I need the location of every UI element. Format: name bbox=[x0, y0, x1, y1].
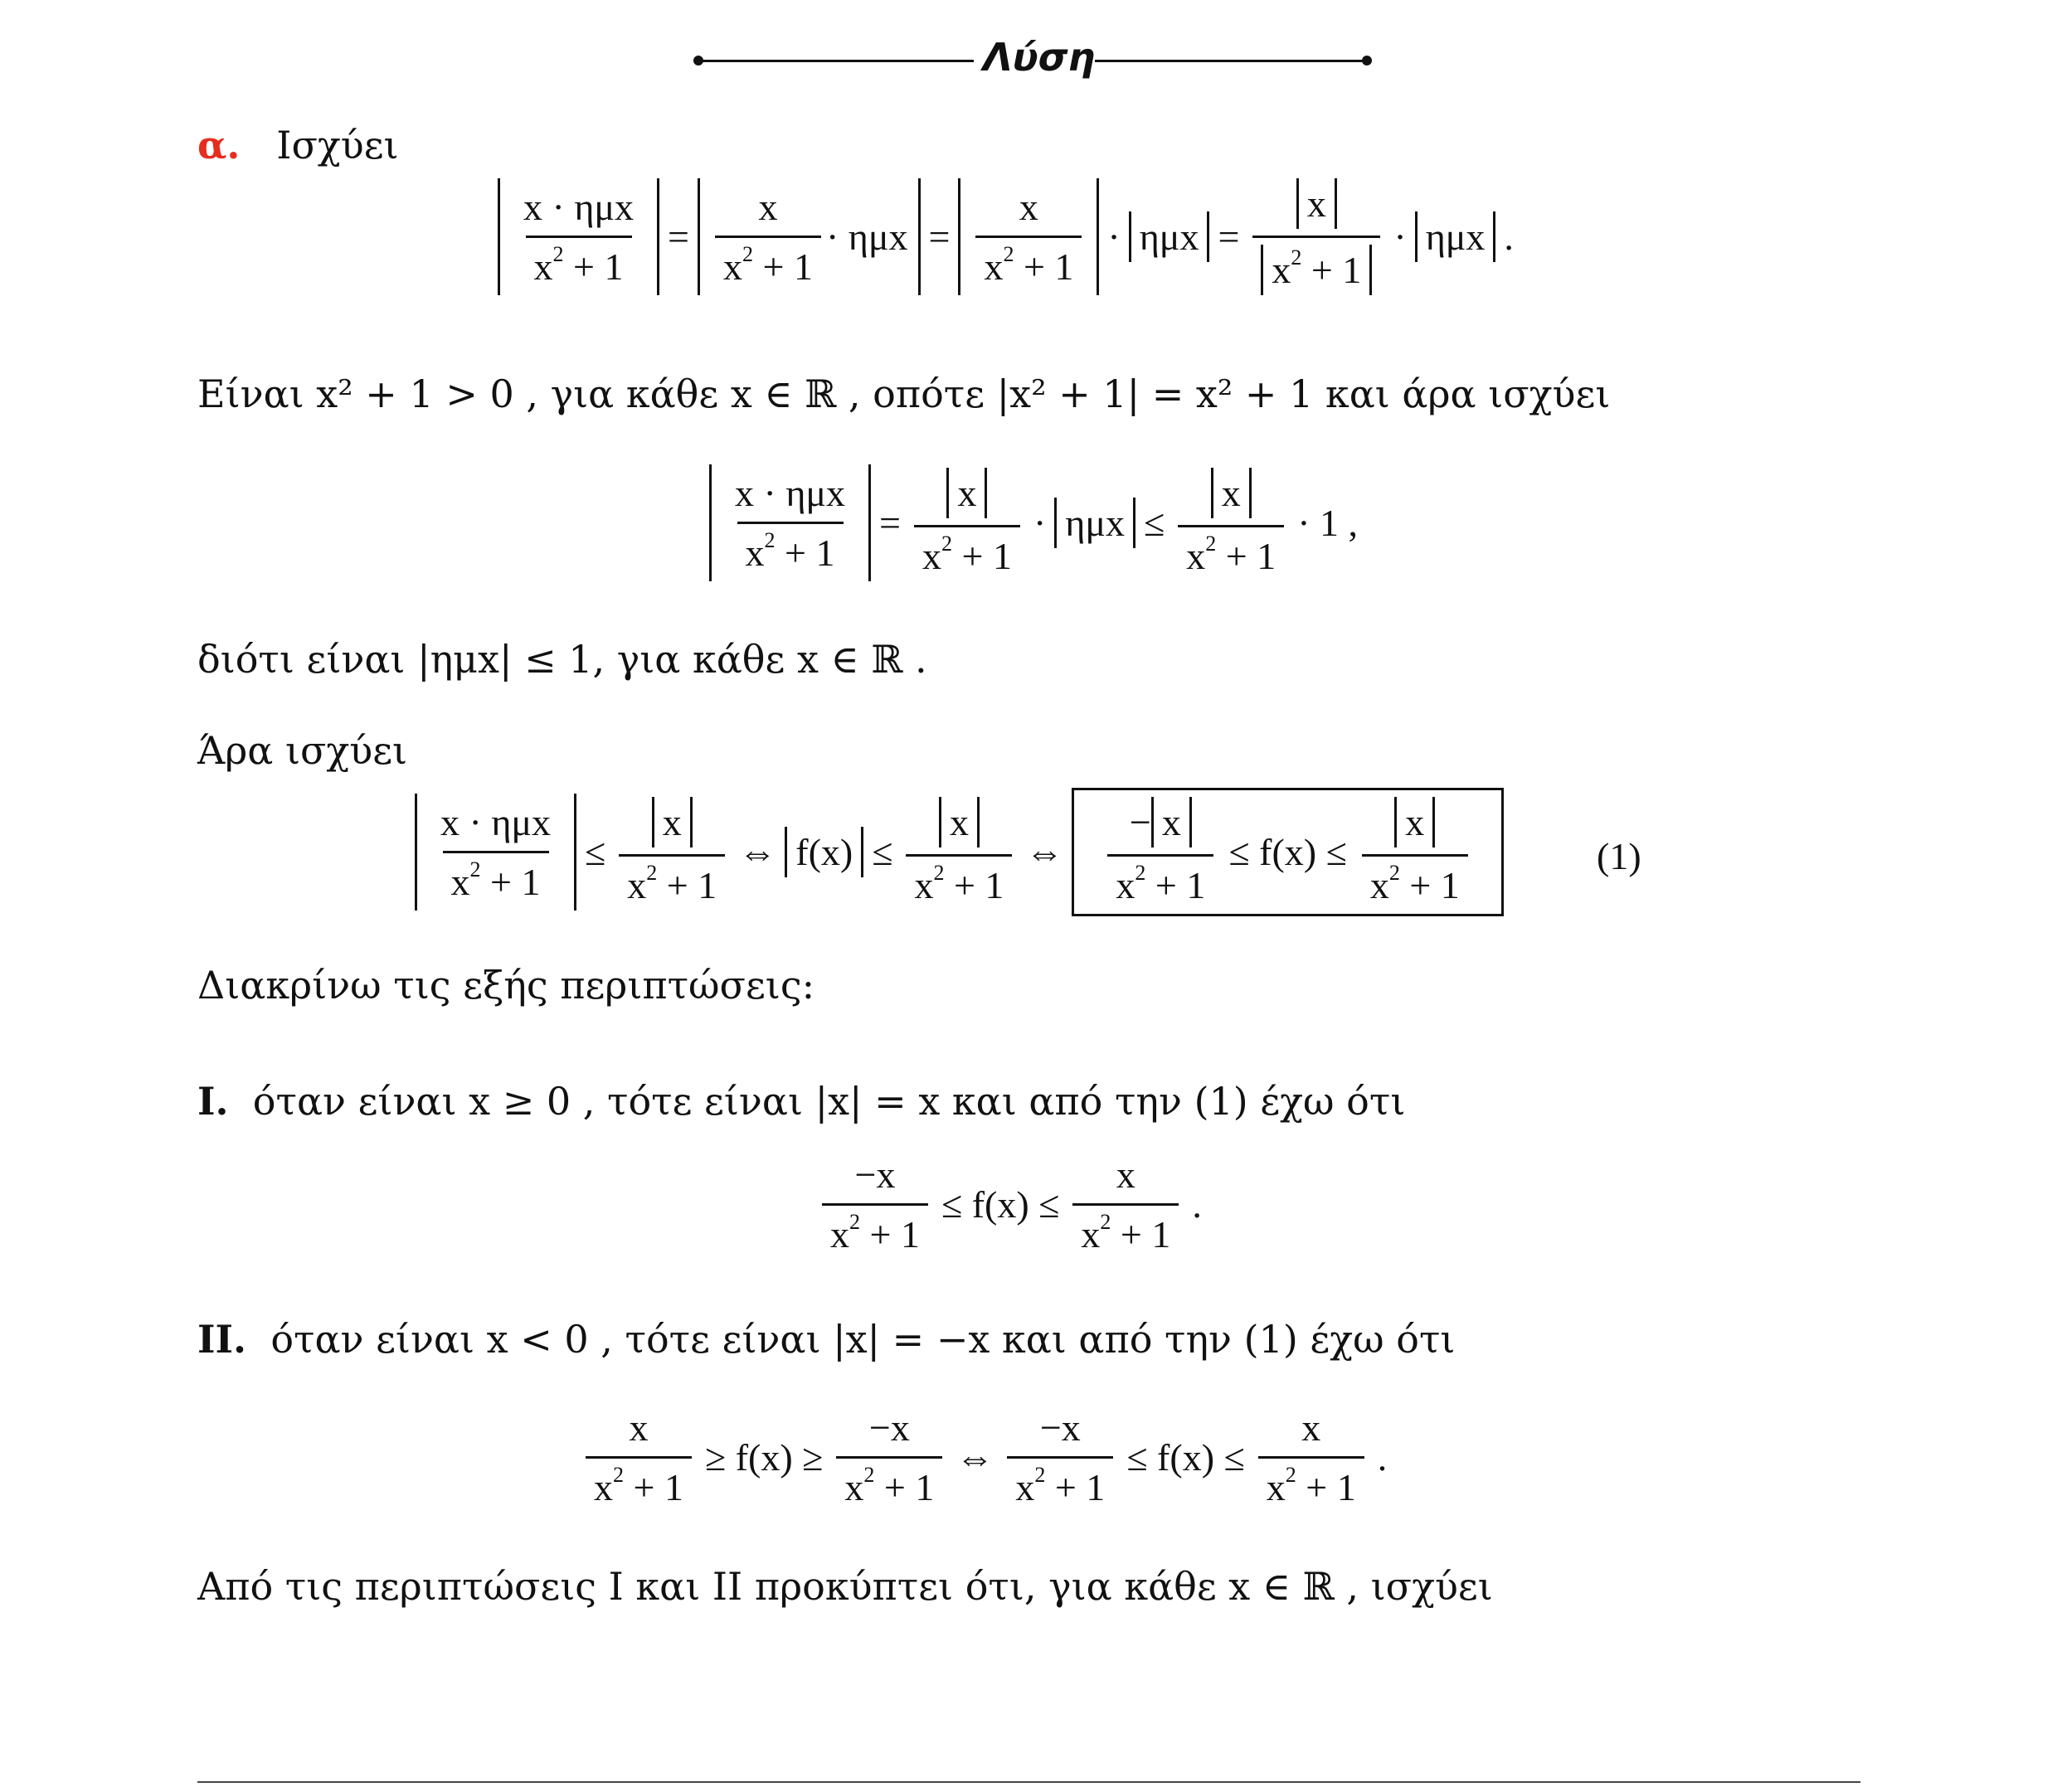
case-1-label: I. bbox=[197, 1079, 229, 1124]
boxed-inequality: $\frac{- x}{x^2 + 1}$ ≤ f(x) ≤ $\frac{x}{x^2 + 1}$ bbox=[1072, 788, 1503, 916]
paragraph-dioti: διότι είναι |ημx| ≤ 1, για κάθε x ∈ ℝ . bbox=[197, 637, 927, 682]
paragraph-final: Από τις περιπτώσεις Ι και ΙΙ προκύπτει ότι, για κάθε x ∈ ℝ , ισχύει bbox=[197, 1564, 1493, 1609]
equation-5: $\frac{x}{x^2 + 1}$ ≥ f(x) ≥ $\frac{-x}{x^2 + 1}$ ⇔ $\frac{-x}{x^2 + 1}$ ≤ f(x) ≤ $\frac{x}{x^2 + 1}$ . bbox=[581, 1406, 1387, 1509]
case-2-text: όταν είναι x < 0 , τότε είναι |x| = −x και από την (1) έχω ότι bbox=[270, 1317, 1456, 1362]
equation-tag: (1) bbox=[1597, 835, 1641, 877]
header-dot-right bbox=[1362, 56, 1372, 66]
equation-2: $\frac{\text{x · ημx}}{x^2 + 1}$ = $\frac{x}{x^2 + 1}$ · ημx ≤ $\frac{x}{x^2 + 1}$ · 1 , bbox=[709, 464, 1358, 581]
case-1-text: όταν είναι x ≥ 0 , τότε είναι |x| = x και από την (1) έχω ότι bbox=[252, 1079, 1406, 1124]
equation-4: $\frac{-x}{x^2 + 1}$ ≤ f(x) ≤ $\frac{x}{x^2 + 1}$ . bbox=[817, 1153, 1202, 1256]
solution-header bbox=[688, 35, 1369, 85]
case-2-label: II. bbox=[197, 1317, 247, 1362]
part-a-line bbox=[197, 123, 399, 168]
paragraph-diakrino: Διακρίνω τις εξής περιπτώσεις: bbox=[197, 963, 815, 1008]
paragraph-ara: Άρα ισχύει bbox=[197, 728, 408, 773]
header-rule-right bbox=[1095, 60, 1369, 62]
header-rule-left bbox=[700, 60, 974, 62]
equation-1: $\frac{\text{x · ημx}}{x^2 + 1}$ = $\frac{x}{x^2 + 1}$ · ημx = $\frac{x}{x^2 + 1}$ · ημx = $\frac{x}{x^2 + 1}$ · ημx . bbox=[498, 178, 1514, 295]
case-1-line bbox=[197, 1079, 1406, 1124]
equation-3: $\frac{\text{x · ημx}}{x^2 + 1}$ ≤ $\frac{x}{x^2 + 1}$ ⇔ f(x) ≤ $\frac{x}{x^2 + 1}$ ⇔ $\frac{- x}{x^2 + 1}$ ≤ f(x) ≤ $\frac{x}{x^2 + 1}$ bbox=[415, 788, 1504, 916]
footer-rule bbox=[197, 1781, 1860, 1783]
part-a-label: α. bbox=[197, 123, 241, 168]
header-title: Λύση bbox=[983, 35, 1096, 80]
case-2-line bbox=[197, 1317, 1456, 1362]
paragraph-einai: Είναι x² + 1 > 0 , για κάθε x ∈ ℝ , οπότε |x² + 1| = x² + 1 και άρα ισχύει bbox=[197, 372, 1611, 416]
part-a-intro: Ισχύει bbox=[276, 123, 399, 168]
